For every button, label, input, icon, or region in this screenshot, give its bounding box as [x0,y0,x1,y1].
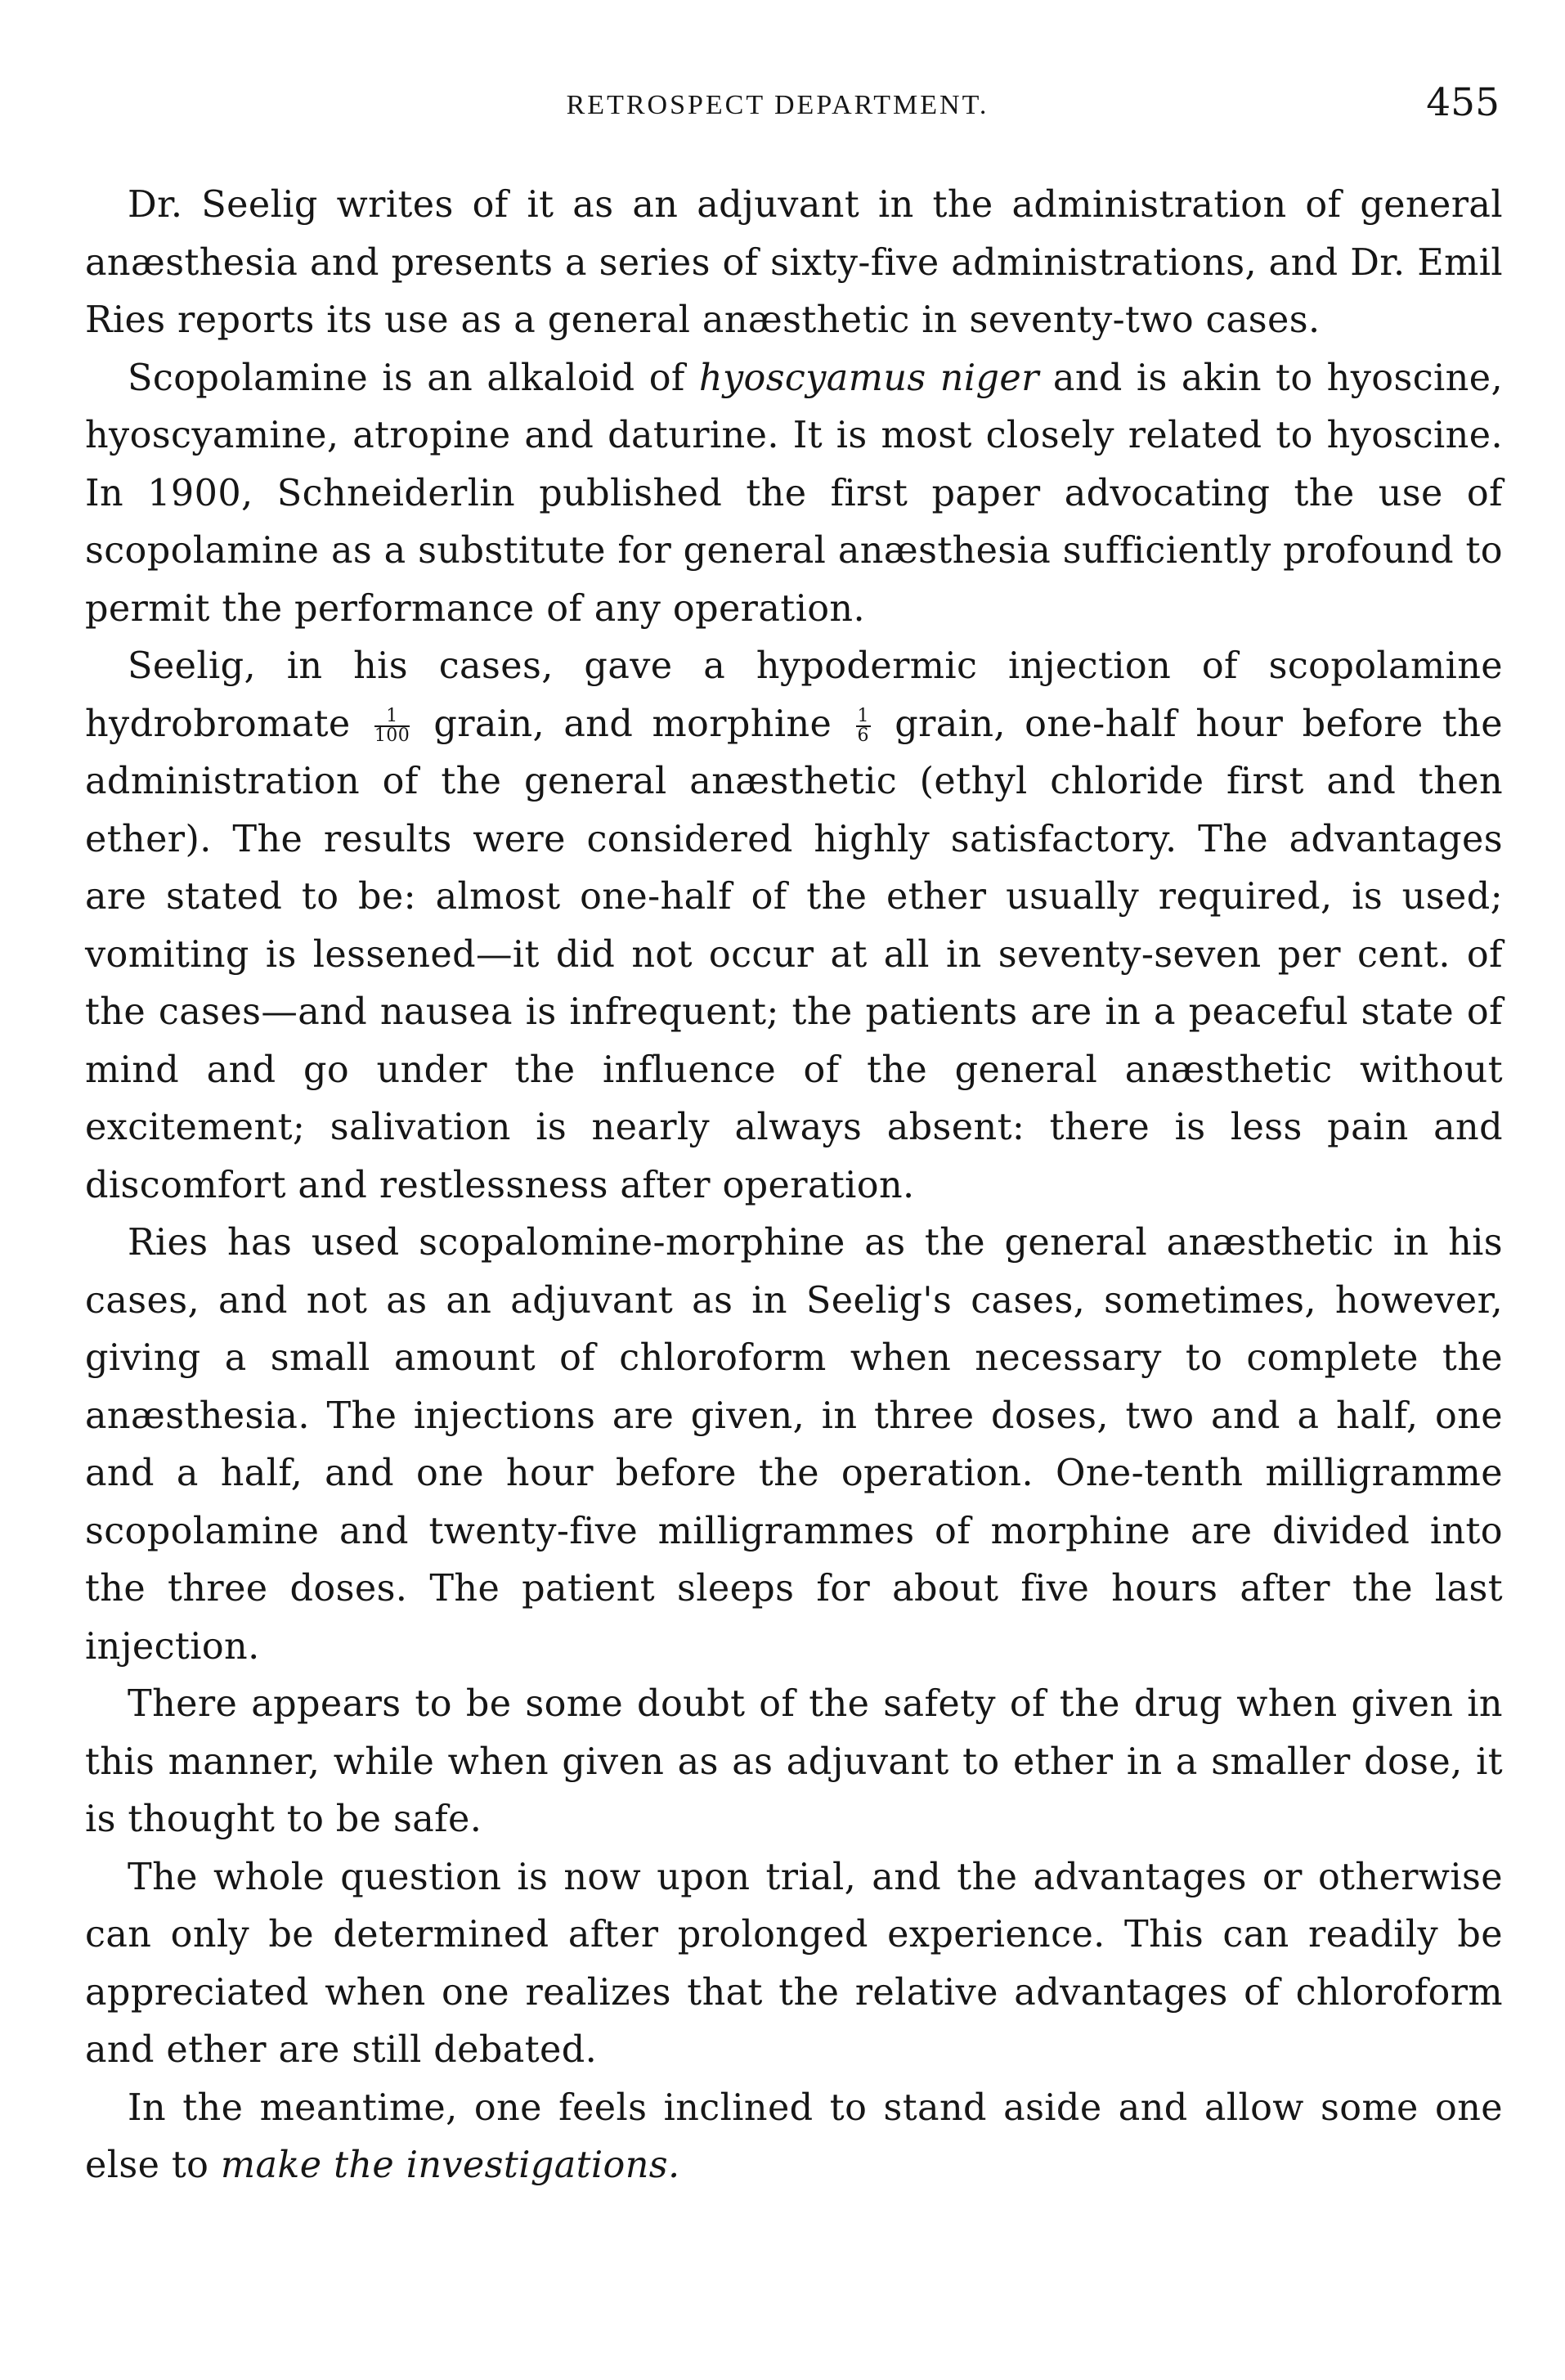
running-header [85,79,1503,147]
paragraph-text: The whole question is now upon trial, and the advantages or otherwise can only be determined after prolonged experience. This can readily be appreciated when one realizes that the relative advantages of chloroform and ether are still debated. [85,1856,1503,2071]
italic-term: hyoscyamus niger [698,357,1039,399]
paragraph-safety-doubt [85,1676,1503,1849]
paragraph-question-on-trial [85,1849,1503,2080]
paragraph-scopolamine-description [85,350,1503,639]
fraction-denominator: 100 [374,725,410,746]
fraction-numerator: 1 [374,707,410,727]
paragraph-ries-method [85,1215,1503,1676]
fraction-numerator: 1 [857,706,869,726]
paragraph-seelig-method [85,638,1503,1215]
fraction-one-sixth [856,707,871,745]
paragraph-text: and is akin to hyoscine, hyoscyamine, atropine and daturine. It is most closely related to hyoscine. In 1900, Schneiderlin published the first paper advocating the use of scopolamine as a substitute for general anæsthesia sufficiently profound to permit the performance of any operation. [85,357,1503,630]
running-title: RETROSPECT DEPARTMENT. [566,90,989,120]
fraction-one-hundredth [374,707,410,745]
page-number: 455 [1426,80,1500,125]
paragraph-text: Dr. Seelig writes of it as an adjuvant in the administration of general anæsthesia and presents a series of sixty-five administrations, and Dr. Emil Ries reports its use as a general anæsthetic in seventy-two cases. [85,184,1503,341]
paragraph-text: grain, one-half hour before the administration of the general anæsthetic (ethyl chloride first and then ether). The results were considered highly satisfactory. The advantages are stated to be: almost one-half of the ether usually required, is used; vomiting is lessened—it did not occur at all in seventy-seven per cent. of the cases—and nausea is infrequent; the patients are in a peaceful state of mind and go under the influence of the general anæsthetic without excitement; salivation is nearly always absent: there is less pain and discomfort and restlessness after operation. [85,703,1503,1206]
paragraph-text: There appears to be some doubt of the safety of the drug when given in this manner, while when given as as adjuvant to ether in a smaller dose, it is thought to be safe. [85,1683,1503,1840]
paragraph-text: Scopolamine is an alkaloid of [128,357,699,399]
paragraph-text: Seelig, in his cases, gave a hypodermic injection of scopolamine hydrobromate [85,645,1503,745]
paragraph-text: Ries has used scopalomine-morphine as the general anæsthetic in his cases, and not as an adjuvant as in Seelig's cases, sometimes, however, giving a small amount of chloroform when necessary to complete the anæsthesia. The injections are given, in three doses, two and a half, one and a half, and one hour before the operation. One-tenth milligramme scopolamine and twenty-five milligrammes of morphine are divided into the three doses. The patient sleeps for about five hours after the last injection. [85,1222,1503,1668]
body-text [85,177,1503,2195]
paragraph-text: grain, and morphine [433,703,832,745]
paragraph-seelig-ries-intro [85,177,1503,350]
italic-phrase: make the investigations. [220,2144,680,2186]
paragraph-text: In the meantime, one feels inclined to stand aside and allow some one else to [85,2086,1503,2186]
fraction-denominator: 6 [857,725,869,746]
paragraph-closing [85,2080,1503,2195]
